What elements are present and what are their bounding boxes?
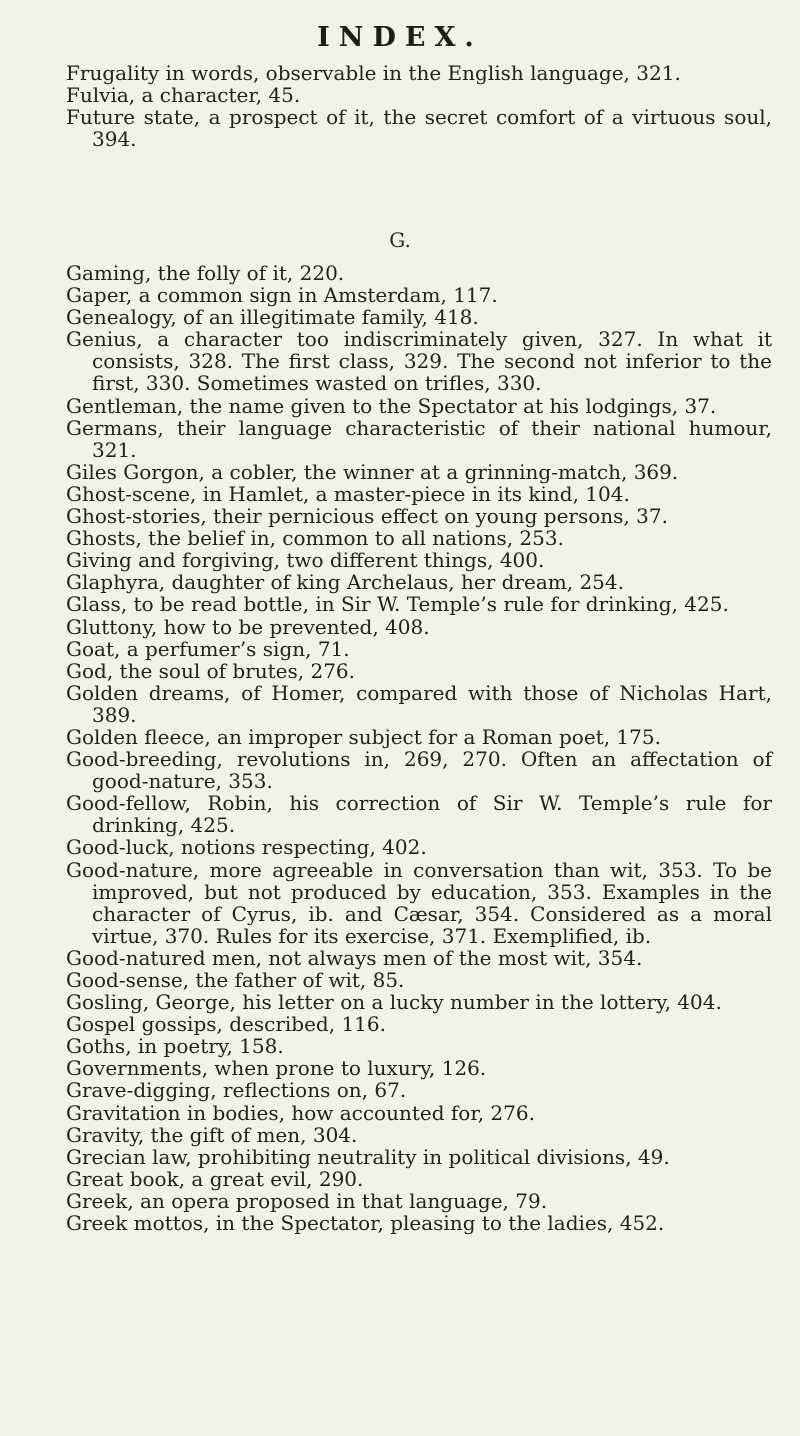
index-entry: Giving and forgiving, two different things, 400. <box>66 548 545 573</box>
index-entry: Ghost-stories, their pernicious effect on young persons, 37. <box>66 504 668 529</box>
index-entry: Genealogy, of an illegitimate family, 418. <box>66 305 479 330</box>
index-entry: Governments, when prone to luxury, 126. <box>66 1056 487 1081</box>
index-entry: Ghosts, the belief in, common to all nations, 253. <box>66 526 564 551</box>
index-entry: Gentleman, the name given to the Spectator at his lodgings, 37. <box>66 393 717 418</box>
index-entry: Fulvia, a character, 45. <box>66 83 301 108</box>
index-entry: Glaphyra, daughter of king Archelaus, her dream, 254. <box>66 570 624 595</box>
index-entry: Gaper, a common sign in Amsterdam, 117. <box>66 283 498 308</box>
entries-f-continued <box>0 62 800 150</box>
index-entry: Germans, their language characteristic of their national humour, 321. <box>66 415 772 462</box>
index-entry: Goths, in poetry, 158. <box>66 1034 284 1059</box>
entries-g <box>0 262 800 1234</box>
index-entry: Genius, a character too indiscriminately given, 327. In what it consists, 328. The first class, 329. The second not inferior to the first, 330. Sometimes wasted on trifles, 330. <box>66 327 772 396</box>
index-entry: Golden dreams, of Homer, compared with those of Nicholas Hart, 389. <box>66 680 772 727</box>
index-entry: Greek mottos, in the Spectator, pleasing to the ladies, 452. <box>66 1211 665 1236</box>
index-entry: Grecian law, prohibiting neutrality in political divisions, 49. <box>66 1144 670 1169</box>
index-entry: Good-luck, notions respecting, 402. <box>66 835 427 860</box>
index-entry: Frugality in words, observable in the English language, 321. <box>66 61 681 85</box>
index-entry: Good-breeding, revolutions in, 269, 270. Often an affectation of good-nature, 353. <box>66 747 772 794</box>
index-entry: Gluttony, how to be prevented, 408. <box>66 614 430 639</box>
index-entry: Good-nature, more agreeable in conversation than wit, 353. To be improved, but not produced by education, 353. Examples in the character of Cyrus, ib. and Cæsar, 354. Considered as a moral virtue, 370. Rules for its exercise, 371. Exemplified, ib. <box>66 857 772 948</box>
section-letter: G. <box>389 228 411 252</box>
index-entry: Ghost-scene, in Hamlet, a master-piece in its kind, 104. <box>66 481 630 506</box>
index-entry: Good-natured men, not always men of the most wit, 354. <box>66 945 643 970</box>
index-entry: Grave-digging, reflections on, 67. <box>66 1078 407 1103</box>
index-entry: Goat, a perfumer’s sign, 71. <box>66 636 350 661</box>
index-entry: Future state, a prospect of it, the secret comfort of a virtuous soul, 394. <box>66 105 772 152</box>
index-entry: Greek, an opera proposed in that language, 79. <box>66 1188 548 1213</box>
index-entry: Gosling, George, his letter on a lucky number in the lottery, 404. <box>66 990 722 1015</box>
index-entry: Good-sense, the father of wit, 85. <box>66 968 405 992</box>
index-entry: Glass, to be read bottle, in Sir W. Temple’s rule for drinking, 425. <box>66 592 729 617</box>
index-entry: Good-fellow, Robin, his correction of Sir W. Temple’s rule for drinking, 425. <box>66 791 772 838</box>
index-entry: Gaming, the folly of it, 220. <box>66 261 345 285</box>
running-head: INDEX. <box>317 22 483 53</box>
index-entry: Gospel gossips, described, 116. <box>66 1012 386 1037</box>
index-entry: Great book, a great evil, 290. <box>66 1166 364 1191</box>
index-entry: Giles Gorgon, a cobler, the winner at a grinning-match, 369. <box>66 459 679 484</box>
index-entry: Gravity, the gift of men, 304. <box>66 1122 358 1147</box>
index-entry: God, the soul of brutes, 276. <box>66 658 356 683</box>
index-entry: Gravitation in bodies, how accounted for, 276. <box>66 1100 535 1125</box>
index-entry: Golden fleece, an improper subject for a Roman poet, 175. <box>66 724 661 749</box>
